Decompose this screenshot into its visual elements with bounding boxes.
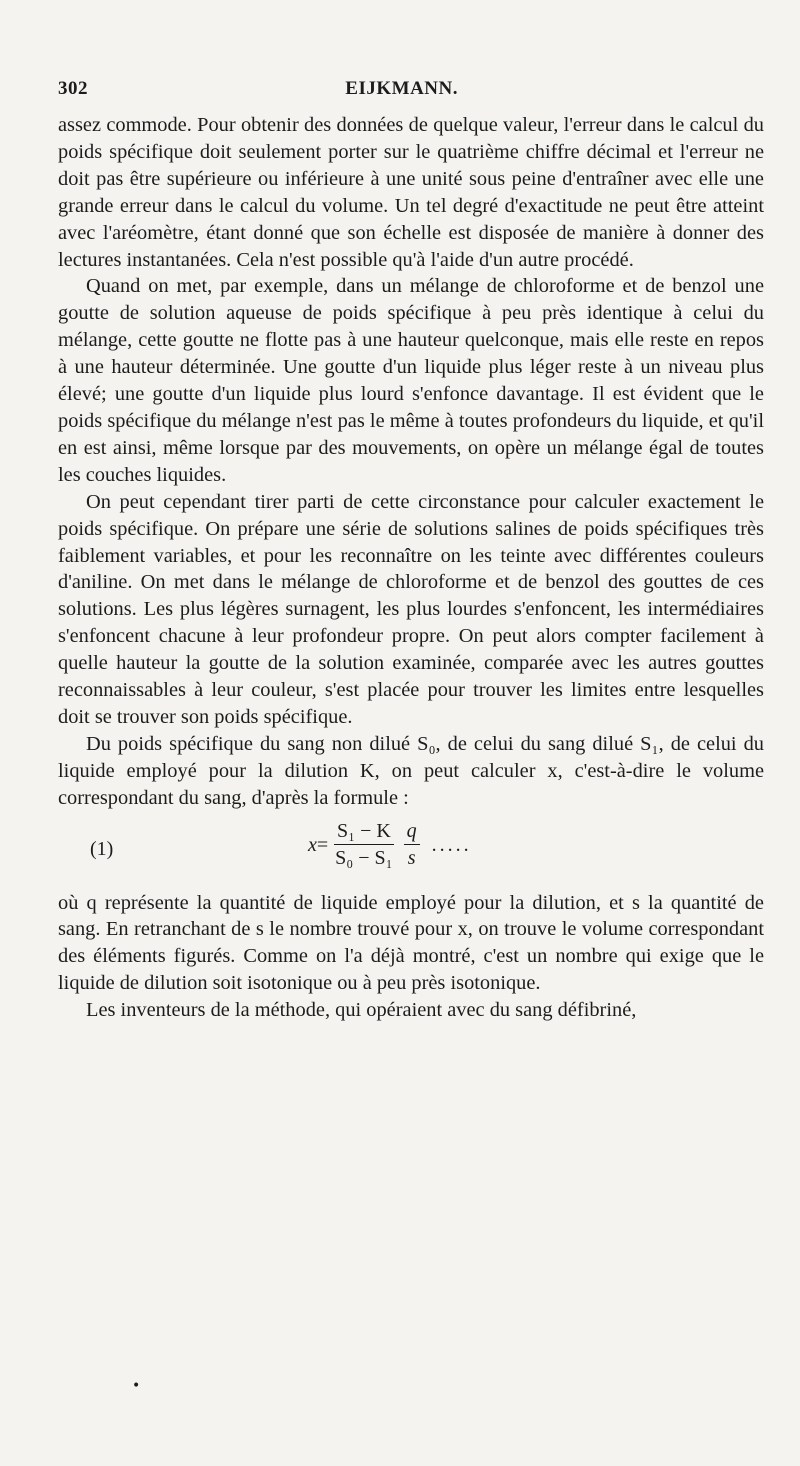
equation-number: (1) xyxy=(90,837,114,860)
ratio-denominator: s xyxy=(407,847,416,870)
paragraph-3: On peut cependant tirer parti de cette circonstance pour calculer exactement le poids spécifique. On prépare une série de solutions salines de poids spécifiques très faiblement variables, et pour les reconnaître on les teinte avec différentes couleurs d'aniline. On met dans le mélange de chloroforme et de benzol des gouttes de ces solutions. Les plus légères surnagent, les plus lourdes s'enfoncent, les intermédiaires s'enfoncent chacune à leur profondeur propre. On peut alors compter facilement à quelle hauteur la goutte de la solution examinée, comparée avec les autres gouttes reconnaissables à leur couleur, s'est placée pour trouver les limites entre lesquelles doit se trouver son poids spécifique. xyxy=(58,490,764,728)
equation xyxy=(308,818,472,873)
paragraph-5: où q représente la quantité de liquide employé pour la dilution, et s la quantité de sang. En retranchant de s le nombre trouvé pour x, on trouve le volume correspondant des éléments figurés. Comme on l'a déjà montré, c'est un nombre qui exige que le liquide de dilution soit isotonique ou à peu près isotonique. xyxy=(58,891,764,995)
page-number: 302 xyxy=(58,78,88,99)
page xyxy=(58,78,764,1024)
ratio-fraction xyxy=(404,818,420,873)
paragraph-2: Quand on met, par exemple, dans un mélange de chloroforme et de benzol une goutte de solution aqueuse de poids spécifique à peu près identique à celui du mélange, cette goutte ne flotte pas à une hauteur quelconque, mais elle reste en repos à une hauteur déterminée. Une goutte d'un liquide plus léger reste à un niveau plus élevé; une goutte d'un liquide plus lourd s'enfonce davantage. Il est évident que le poids spécifique du mélange n'est pas le même à toutes profondeurs du liquide, et qu'il en est ainsi, même lorsque par des mouvements, on opère un mélange égal de toutes les couches liquides. xyxy=(58,275,764,486)
running-header xyxy=(58,78,764,112)
paragraph-4: Du poids spécifique du sang non dilué S₀, de celui du sang dilué S₁, de celui du liquide employé pour la dilution K, on peut calculer x, c'est-à-dire le volume correspondant du sang, d'après la formule : xyxy=(58,732,764,809)
main-denominator: S₀ − S₁ xyxy=(335,847,393,870)
formula-dots: ..... xyxy=(431,833,472,856)
paragraph-6: Les inventeurs de la méthode, qui opéraient avec du sang défibriné, xyxy=(86,999,637,1022)
body-text xyxy=(58,112,764,1024)
ratio-numerator: q xyxy=(404,818,420,846)
main-numerator: S₁ − K xyxy=(334,818,394,846)
footnote-mark: • xyxy=(132,1378,141,1394)
running-title: EIJKMANN. xyxy=(345,78,458,99)
formula-equals: = xyxy=(316,833,329,856)
main-fraction xyxy=(332,818,395,873)
paragraph-1: assez commode. Pour obtenir des données de quelque valeur, l'erreur dans le calcul du poids spécifique doit seulement porter sur le quatrième chiffre décimal et l'erreur ne doit pas être supérieure ou inférieure à une unité sous peine d'entraîner avec elle une grande erreur dans le calcul du volume. Un tel degré d'exactitude ne peut être atteint avec l'aréomètre, étant donné que son échelle est disposée de manière à donner des lectures instantanées. Cela n'est possible qu'à l'aide d'un autre procédé. xyxy=(58,114,764,271)
formula-lhs: x xyxy=(308,833,317,856)
formula xyxy=(58,812,764,890)
